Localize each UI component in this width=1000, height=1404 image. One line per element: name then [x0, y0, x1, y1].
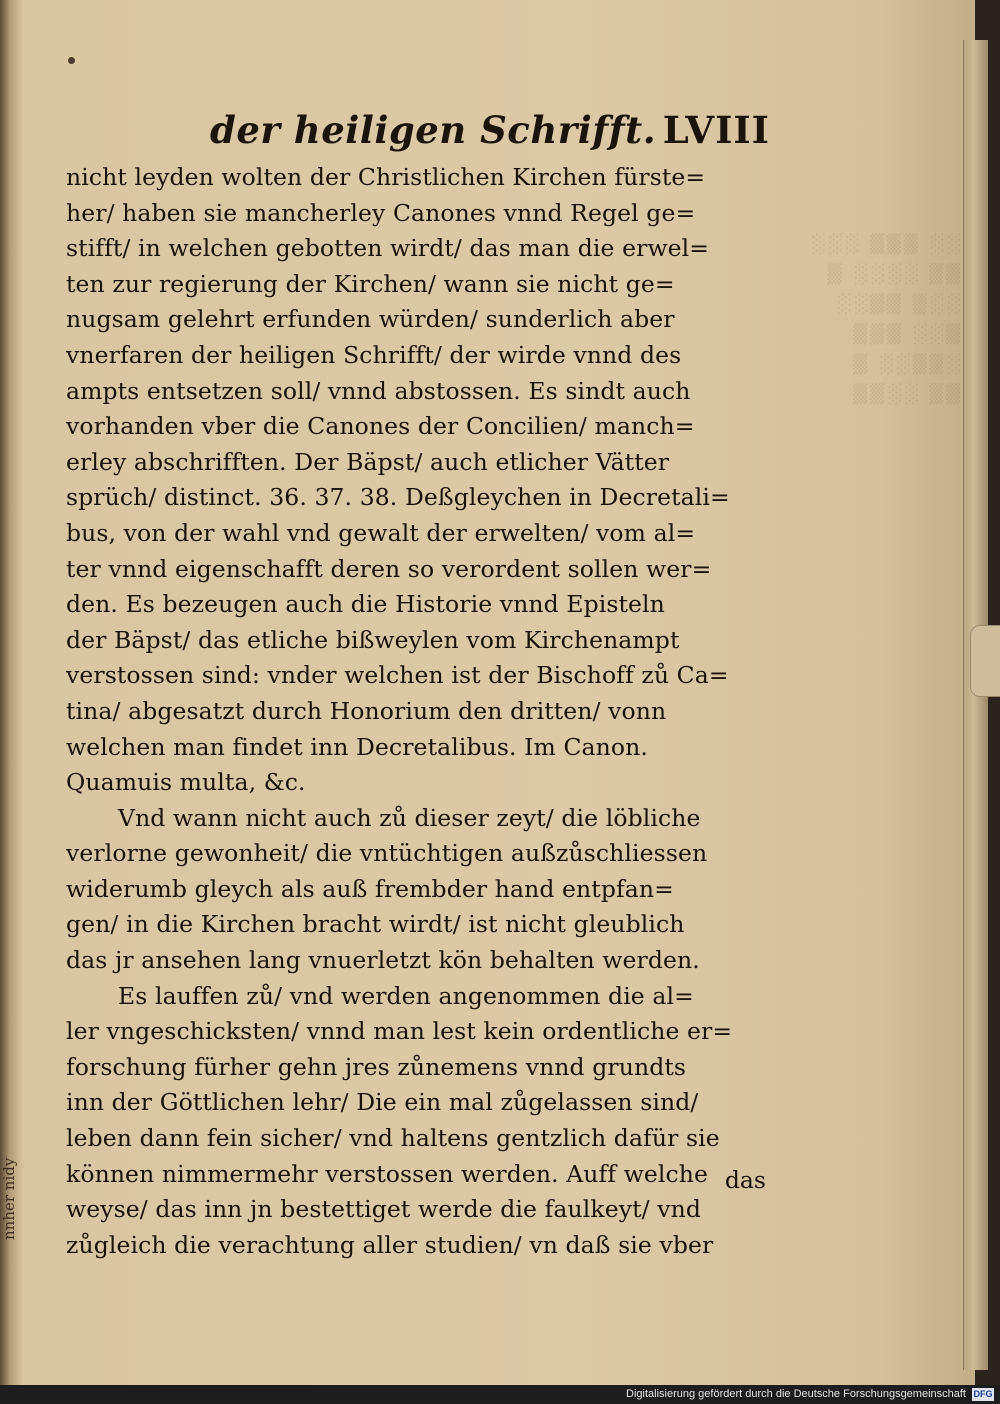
- text-line: her/ haben sie mancherley Canones vnnd Regel ge=: [66, 198, 696, 227]
- text-line: leben dann fein sicher/ vnd haltens gentzlich dafür sie: [66, 1124, 720, 1153]
- text-line: ter vnnd eigenschafft deren so verordent sollen wer=: [66, 554, 712, 583]
- text-line: vorhanden vber die Canones der Concilien/ manch=: [66, 412, 695, 441]
- text-line: gen/ in die Kirchen bracht wirdt/ ist nicht gleublich: [66, 910, 685, 939]
- text-line: ten zur regierung der Kirchen/ wann sie nicht ge=: [66, 269, 675, 298]
- ink-spot: [68, 57, 75, 64]
- text-line: Quamuis multa, &c.: [66, 768, 306, 797]
- catchword: das: [724, 1166, 766, 1194]
- running-title: der heiligen Schrifft.: [210, 108, 657, 152]
- text-line: Vnd wann nicht auch zů dieser zeyt/ die löbliche: [118, 803, 701, 832]
- page-tab: [970, 625, 1000, 697]
- footer-bar: [0, 1385, 1000, 1404]
- show-through-text: ░░ ▒▒▒ ░░░ ▒▒ ░░░░ ▒ ░░▒ ▒▒░░ ▒░░ ▒▒▒ ░▒▒░░ ▒ ▒▒ ░░▒▒: [807, 234, 960, 405]
- text-line: zůgleich die verachtung aller studien/ vn daß sie vber: [66, 1230, 714, 1259]
- text-line: Es lauffen zů/ vnd werden angenommen die al=: [118, 981, 694, 1010]
- text-line: verlorne gewonheit/ die vntüchtigen außzůschliessen: [66, 839, 708, 868]
- folio-number: LVIII: [662, 108, 770, 152]
- text-line: verstossen sind: vnder welchen ist der Bischoff zů Ca=: [66, 661, 729, 690]
- text-line: nicht leyden wolten der Christlichen Kirchen fürste=: [66, 163, 706, 191]
- text-line: bus, von der wahl vnd gewalt der erwelten/ vom al=: [66, 518, 696, 547]
- text-line: ler vngeschicksten/ vnnd man lest kein ordentliche er=: [66, 1017, 733, 1046]
- text-line: inn der Göttlichen lehr/ Die ein mal zůgelassen sind/: [66, 1088, 699, 1117]
- text-line: der Bäpst/ das etliche bißweylen vom Kirchenampt: [66, 625, 680, 654]
- text-line: ampts entsetzen soll/ vnnd abstossen. Es sindt auch: [66, 376, 691, 405]
- page-edge: [963, 40, 988, 1370]
- funding-credit: Digitalisierung gefördert durch die Deutsche Forschungsgemeinschaft: [626, 1388, 966, 1400]
- text-line: können nimmermehr verstossen werden. Auff welche: [66, 1159, 709, 1188]
- text-line: erley abschrifften. Der Bäpst/ auch etlicher Vätter: [66, 447, 670, 476]
- text-line: nugsam gelehrt erfunden würden/ sunderlich aber: [66, 305, 675, 334]
- text-line: widerumb gleych als auß frembder hand entpfan=: [66, 874, 674, 903]
- text-line: vnerfaren der heiligen Schrifft/ der wirde vnnd des: [66, 340, 682, 369]
- text-line: weyse/ das inn jn bestettiget werde die faulkeyt/ vnd: [66, 1195, 701, 1224]
- text-line: das jr ansehen lang vnuerletzt kön behalten werden.: [66, 946, 700, 975]
- text-line: forschung fürher gehn jres zůnemens vnnd grundts: [66, 1052, 687, 1081]
- text-line: stifft/ in welchen gebotten wirdt/ das man die erwel=: [66, 234, 710, 263]
- page-header: [210, 108, 770, 160]
- text-line: tina/ abgesatzt durch Honorium den dritten/ vonn: [66, 696, 667, 725]
- text-line: den. Es bezeugen auch die Historie vnnd Episteln: [66, 590, 665, 619]
- gutter-marginalia: nnher nidy: [0, 1157, 18, 1240]
- text-line: sprüch/ distinct. 36. 37. 38. Deßgleychen in Decretali=: [66, 483, 730, 512]
- dfg-logo-icon: DFG: [973, 1389, 993, 1399]
- body-text: [66, 160, 778, 1263]
- text-line: welchen man findet inn Decretalibus. Im Canon.: [66, 732, 648, 761]
